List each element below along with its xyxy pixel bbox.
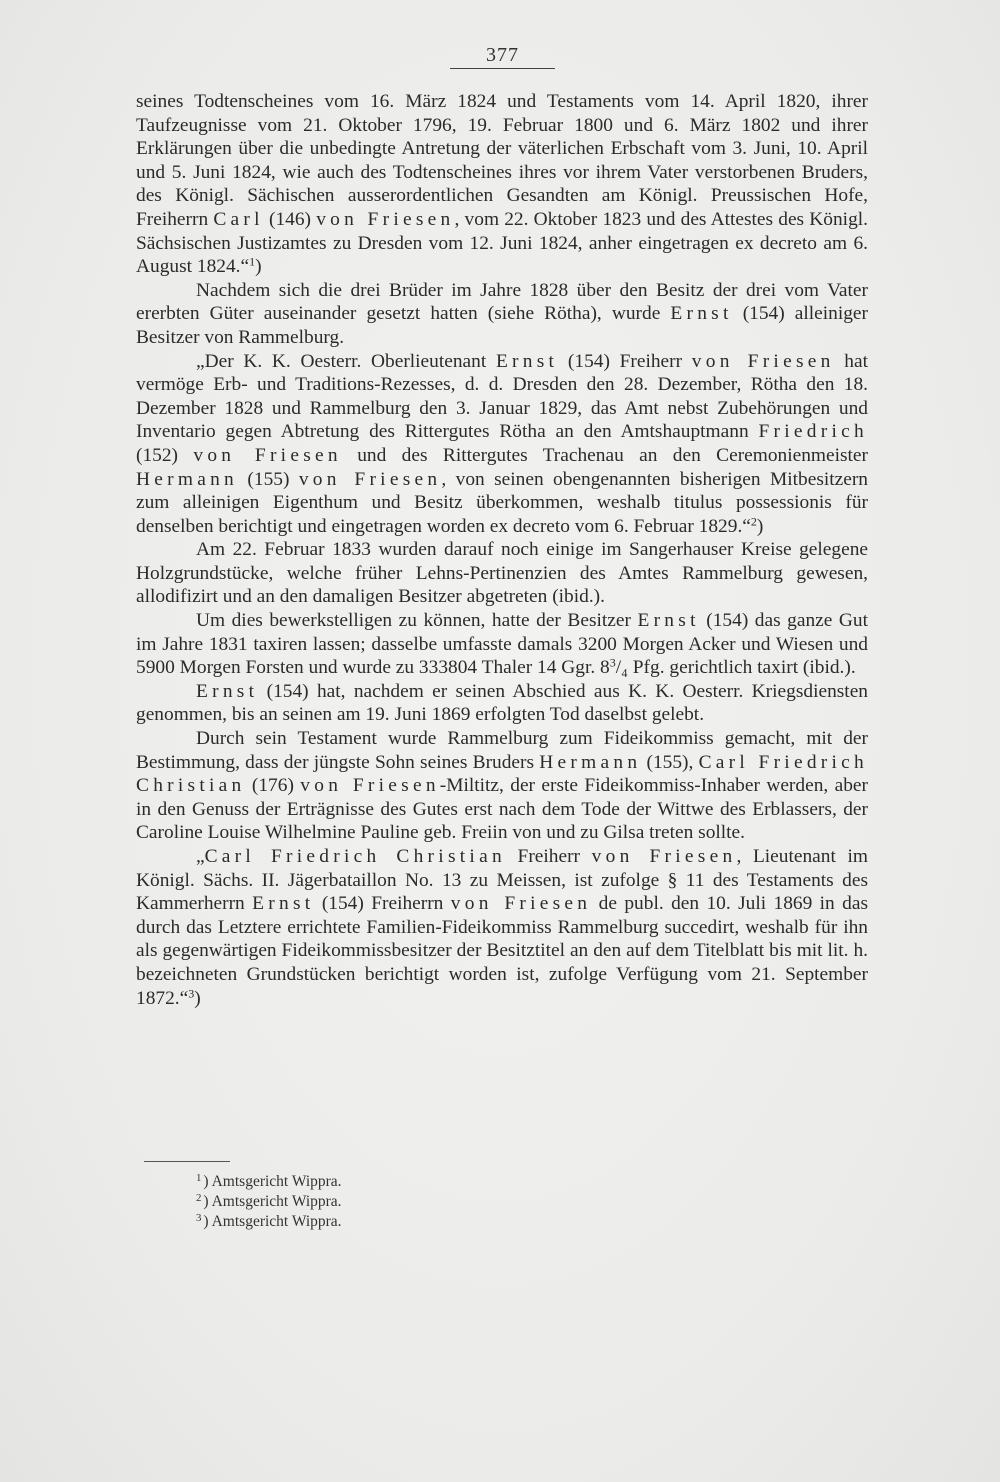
spaced-name: von Friesen bbox=[691, 350, 835, 372]
spaced-name: Friedrich bbox=[758, 421, 868, 443]
text-run: ) bbox=[756, 515, 764, 537]
paragraph bbox=[136, 279, 868, 350]
page-number: 377 bbox=[486, 44, 519, 66]
footnote-reference: 3 bbox=[188, 985, 195, 1000]
footnote-reference: 2 bbox=[750, 514, 757, 529]
spaced-name: von Friesen bbox=[300, 775, 440, 797]
text-run: , von seinen obengenannten bisherigen Mitbesitzern zum alleinigen Eigenthum und Besitz überkommen, weshalb titulus possessionis für denselben berichtigt und eingetragen worden ex decreto vom 6. Februar 1829.“ bbox=[136, 468, 868, 537]
page-number-rule bbox=[450, 68, 555, 69]
footnote-mark: 3 bbox=[196, 1211, 202, 1224]
text-run: /₄ Pfg. gerichtlich taxirt (ibid.). bbox=[615, 657, 856, 679]
spaced-name: von Friesen bbox=[450, 893, 592, 915]
text-run: de publ. den 10. Juli 1869 in das durch das Letztere errichtete Familien-Fideikommiss Rammelburg succedirt, weshalb für ihn als gegenwärtigen Fideikommissbesitzer der Besitztitel an den auf dem Titelblatt bis mit lit. h. bezeichneten Grundstücken berichtigt worden ist, zufolge Verfügung vom 21. September 1872.“ bbox=[136, 893, 868, 1009]
text-run: ) bbox=[255, 256, 262, 278]
spaced-name: Ernst bbox=[252, 893, 315, 915]
paragraph bbox=[136, 727, 868, 845]
paragraph bbox=[136, 538, 868, 609]
text-run: ) bbox=[194, 987, 201, 1009]
text-run: seines Todtenscheines vom 16. März 1824 und Testaments vom 14. April 1820, ihrer Taufzeugnisse vom 21. Oktober 1796, 19. Februar 1800 und 6. März 1802 und ihrer Erklärungen über die unbedingte Antretung der väterlichen Erbschaft vom 3. Juni, 10. April und 5. Juni 1824, wie auch des Todtenscheines ihres vor ihrem Vater verstorbenen Bruders, des Königl. Sächischen ausserordentlichen Gesandten am Königl. Preussischen Hofe, Freiherrn bbox=[136, 91, 868, 230]
text-run: Freiherr bbox=[505, 846, 592, 867]
footnote-text: ) Amtsgericht Wippra. bbox=[203, 1172, 342, 1190]
spaced-name: Carl Friedrich Christian bbox=[204, 846, 506, 867]
spaced-name: von Friesen bbox=[193, 444, 342, 466]
paragraph bbox=[136, 90, 868, 279]
text-run: (146) bbox=[263, 208, 317, 230]
text-run: Am 22. Februar 1833 wurden darauf noch einige im Sangerhauser Kreise gelegene Holzgrundstücke, welche früher Lehns-Pertinenzien des Amtes Rammelburg gewesen, allodifizirt und an den damaligen Besitzer abgetreten (ibid.). bbox=[136, 539, 868, 608]
text-run: (155) bbox=[238, 468, 299, 490]
spaced-name: Hermann bbox=[539, 751, 642, 773]
spaced-name: von Friesen bbox=[316, 208, 455, 230]
footnotes bbox=[196, 1170, 596, 1230]
text-run: hat vermöge Erb- und Traditions-Rezesses, d. d. Dresden den 28. Dezember, Rötha den 18. Dezember 1828 und Rammelburg den 3. Januar 1829, das Amt nebst Zubehörungen und Inventario gegen Abtretung des Rittergutes Rötha an den Amtshauptmann bbox=[136, 350, 868, 443]
footnote bbox=[196, 1210, 596, 1230]
footnote bbox=[196, 1190, 596, 1210]
text-run: (154) alleiniger Besitzer von Rammelburg. bbox=[136, 303, 868, 348]
footnote bbox=[196, 1170, 596, 1190]
spaced-name: Carl bbox=[213, 208, 264, 230]
footnote-text: ) Amtsgericht Wippra. bbox=[203, 1212, 342, 1230]
text-run: „ bbox=[196, 846, 205, 867]
text-run: (154) Freiherrn bbox=[314, 893, 451, 915]
text-run: (154) das ganze Gut im Jahre 1831 taxiren lassen; dasselbe umfasste damals 3200 Morgen Acker und Wiesen und 5900 Morgen Forsten und wurde zu 333804 Thaler 14 Ggr. 8 bbox=[136, 610, 868, 679]
spaced-name: Ernst bbox=[637, 610, 700, 632]
text-run: -Miltitz, der erste Fideikommiss-Inhaber werden, aber in den Genuss der Erträgnisse des Gutes erst nach dem Tode der Wittwe des Erblassers, der Caroline Louise Wilhelmine Pauline geb. Freiin von und zu Gilsa treten sollte. bbox=[136, 775, 868, 844]
spaced-name: von Friesen bbox=[298, 468, 442, 490]
text-run: (176) bbox=[245, 775, 301, 797]
footnote-text: ) Amtsgericht Wippra. bbox=[203, 1192, 342, 1210]
paragraph bbox=[136, 845, 868, 1010]
spaced-name: Ernst bbox=[196, 680, 259, 702]
text-run: (155), bbox=[641, 751, 699, 773]
text-run: , vom 22. Oktober 1823 und des Attestes des Königl. Sächsischen Justizamtes zu Dresden vom 12. Juni 1824, anher eingetragen ex decreto am 6. August 1824.“ bbox=[136, 208, 869, 278]
text-run: Um dies bewerkstelligen zu können, hatte der Besitzer bbox=[196, 610, 638, 632]
text-run: , Lieutenant im Königl. Sächs. II. Jägerbataillon No. 13 zu Meissen, ist zufolge § 11 des Testaments des Kammerherrn bbox=[136, 846, 868, 915]
footnote-divider bbox=[144, 1161, 230, 1162]
spaced-name: von Friesen bbox=[591, 846, 737, 867]
spaced-name: Carl Friedrich Christian bbox=[136, 751, 869, 797]
paragraph bbox=[136, 680, 868, 727]
text-run: Durch sein Testament wurde Rammelburg zum Fideikommiss gemacht, mit der Bestimmung, dass der jüngste Sohn seines Bruders bbox=[136, 728, 868, 773]
paragraph bbox=[136, 609, 868, 680]
text-run: und des Rittergutes Trachenau an den Ceremonienmeister bbox=[341, 444, 868, 466]
text-run: (154) hat, nachdem er seinen Abschied aus K. K. Oesterr. Kriegsdiensten genommen, bis an seinen am 19. Juni 1869 erfolgten Tod daselbst gelebt. bbox=[136, 680, 868, 726]
footnote-mark: 1 bbox=[196, 1172, 202, 1184]
text-run: (152) bbox=[136, 444, 194, 466]
spaced-name: Ernst bbox=[495, 350, 559, 372]
paragraph bbox=[136, 350, 868, 539]
text-run: Nachdem sich die drei Brüder im Jahre 1828 über den Besitz der drei vom Vater ererbten Güter auseinander gesetzt hatten (siehe Rötha), wurde bbox=[136, 279, 868, 325]
footnote-reference: 3 bbox=[609, 655, 616, 670]
spaced-name: Hermann bbox=[136, 468, 239, 490]
footnote-reference: 1 bbox=[249, 254, 256, 269]
text-run: (154) Freiherr bbox=[558, 350, 692, 372]
body-text bbox=[136, 90, 868, 1010]
text-run: „Der K. K. Oesterr. Oberlieutenant bbox=[196, 350, 496, 372]
spaced-name: Ernst bbox=[670, 303, 733, 325]
footnote-mark: 2 bbox=[196, 1191, 202, 1204]
